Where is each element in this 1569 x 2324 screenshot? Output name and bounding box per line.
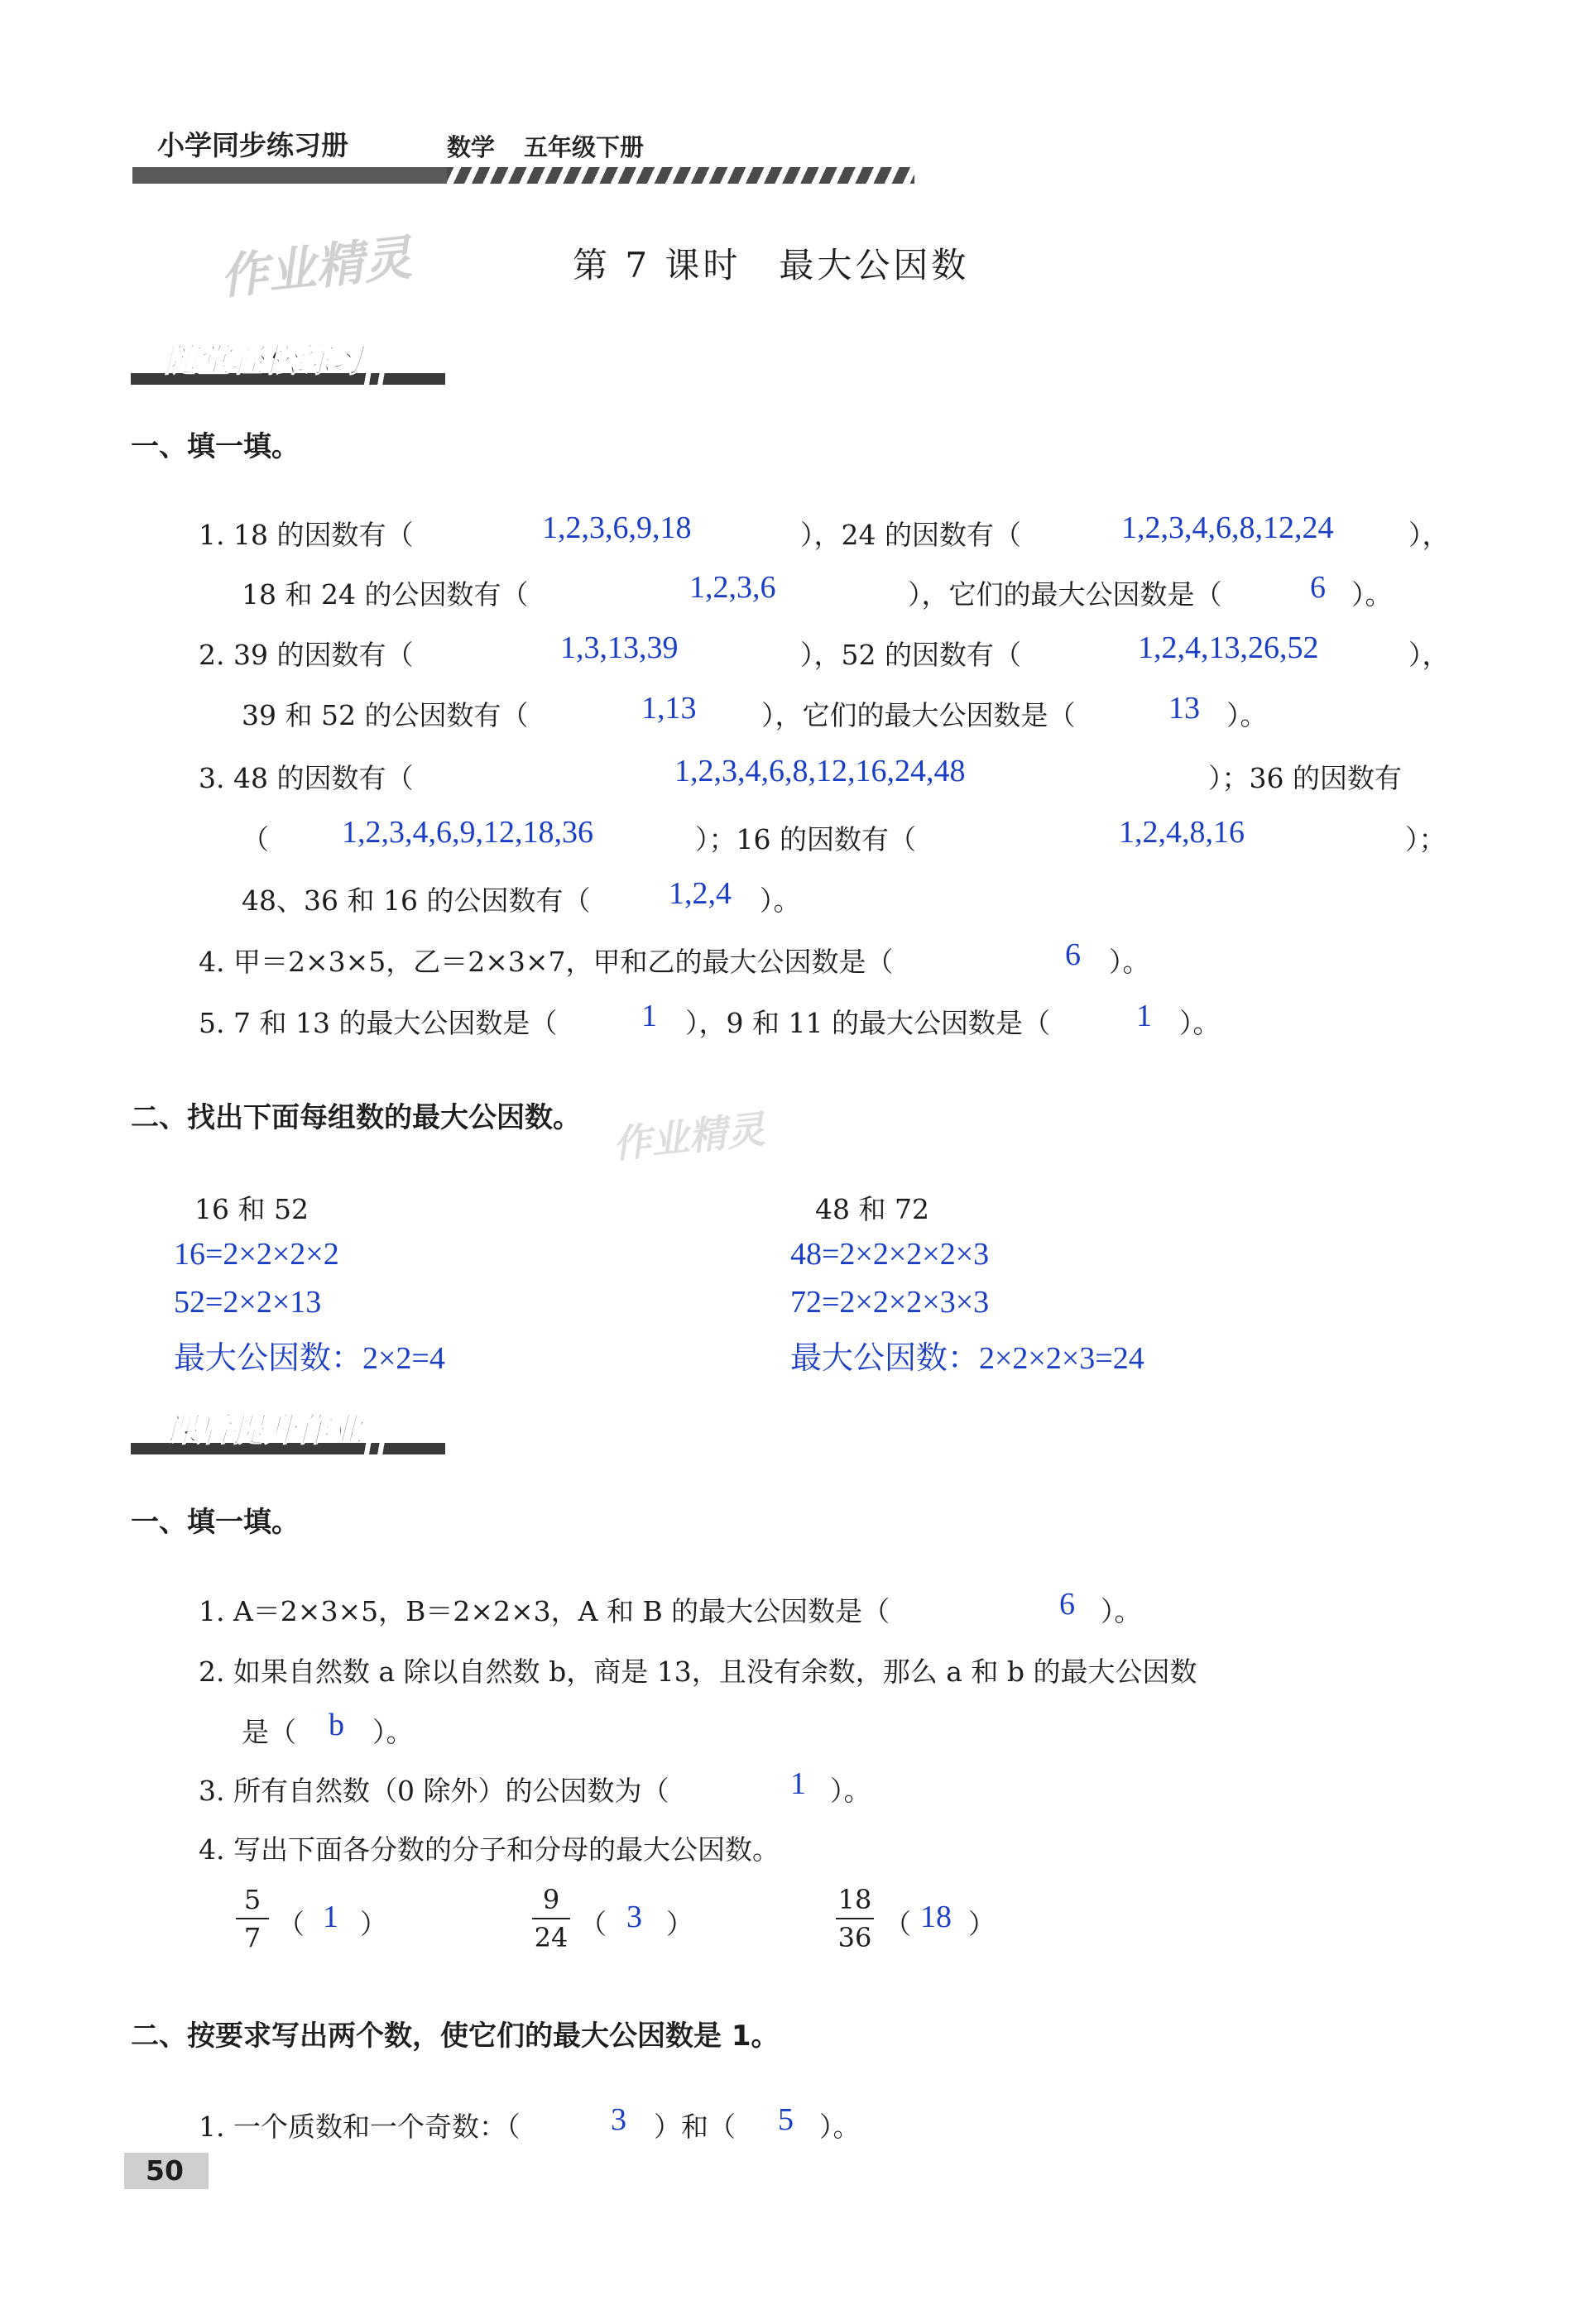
s1q3-answer-1: 1,2,3,4,6,8,12,16,24,48 (674, 754, 966, 788)
s1q1-text-2b: ），它们的最大公因数是（ (908, 578, 1222, 611)
s1q3-text-1b: ）；36 的因数有 (1208, 762, 1402, 794)
s1q3-text-3a: 48、36 和 16 的公因数有（ (242, 884, 591, 917)
s1q5-end: ）。 (1179, 1007, 1221, 1039)
s1p2-right-line-1: 48=2×2×2×2×3 (790, 1237, 990, 1272)
fraction-1-denominator: 7 (243, 1922, 262, 1953)
section-banner-2 (131, 1405, 445, 1454)
book-title: 小学同步练习册 (157, 129, 348, 161)
fraction-2-numerator: 9 (542, 1884, 560, 1915)
s2q3-text: 3. 所有自然数（0 除外）的公因数为（ (199, 1775, 669, 1807)
s1p2-left-line-3: 最大公因数：2×2=4 (174, 1341, 445, 1376)
s1q1-text-2c: ）。 (1351, 578, 1393, 611)
s1p2-right-line-3: 最大公因数：2×2×2×3=24 (790, 1341, 1144, 1376)
s2q2-line-1: 2. 如果自然数 a 除以自然数 b，商是 13，且没有余数，那么 a 和 b 的最大公因数 (199, 1656, 1197, 1688)
s1q3-text-1a: 3. 48 的因数有（ (199, 762, 414, 794)
s1p2-left-label: 16 和 52 (194, 1193, 309, 1225)
s1q2-text-1c: ）， (1408, 639, 1450, 671)
s1-part1-heading: 一、填一填。 (131, 430, 300, 463)
s1q1-answer-3: 1,2,3,6 (689, 570, 776, 605)
s1q2-text-1b: ），52 的因数有（ (800, 639, 1021, 671)
fraction-1-close: ） (360, 1908, 387, 1940)
s1q5-answer-2: 1 (1136, 999, 1152, 1033)
s1q3-answer-4: 1,2,4 (669, 876, 732, 911)
s1q2-text-1a: 2. 39 的因数有（ (199, 639, 414, 671)
watermark-2: 作业精灵 (610, 1106, 767, 1167)
s1q4-text: 4. 甲＝2×3×5，乙＝2×3×7，甲和乙的最大公因数是（ (199, 946, 894, 978)
s1q3-text-2c: ）； (1405, 823, 1447, 855)
fraction-3-close: ） (968, 1908, 996, 1940)
fraction-2 (532, 1883, 570, 1954)
fraction-3-numerator: 18 (837, 1884, 872, 1915)
s2q2-line-2a: 是（ (242, 1716, 296, 1748)
s1q4-answer: 6 (1065, 937, 1081, 972)
fraction-2-answer: 3 (626, 1900, 642, 1934)
s2p2q1-text: 1. 一个质数和一个奇数：（ (199, 2111, 521, 2143)
fraction-1 (236, 1883, 269, 1954)
s1q1-text-1c: ）， (1408, 519, 1450, 551)
grade-label: 五年级下册 (524, 133, 645, 161)
s2q1-end: ）。 (1101, 1595, 1142, 1627)
fraction-1-open: （ (277, 1908, 305, 1940)
s2q3-answer: 1 (790, 1766, 806, 1801)
s1q2-answer-1: 1,3,13,39 (560, 630, 679, 665)
s1q3-answer-2: 1,2,3,4,6,9,12,18,36 (342, 815, 593, 850)
s2q4-text: 4. 写出下面各分数的分子和分母的最大公因数。 (199, 1833, 780, 1866)
fraction-3-answer: 18 (920, 1900, 952, 1934)
fraction-2-open: （ (579, 1908, 607, 1940)
s1q2-text-2b: ），它们的最大公因数是（ (761, 699, 1076, 731)
fraction-2-denominator: 24 (534, 1922, 569, 1953)
s1q3-text-2a: （ (242, 823, 269, 855)
s2q1-text: 1. A＝2×3×5，B＝2×2×3，A 和 B 的最大公因数是（ (199, 1595, 890, 1627)
s1q2-text-2c: ）。 (1226, 699, 1268, 731)
subject-label: 数学 (447, 133, 496, 161)
section-banner-1-text: 随堂轻松练习 (164, 342, 362, 380)
s1p2-right-line-2: 72=2×2×2×3×3 (790, 1285, 990, 1320)
s1q1-answer-2: 1,2,3,4,6,8,12,24 (1121, 510, 1334, 545)
s1q2-answer-3: 1,13 (641, 691, 697, 726)
s1p2-left-line-1: 16=2×2×2×2 (174, 1237, 339, 1272)
fraction-3-open: （ (884, 1908, 911, 1940)
s1q3-text-2b: ）；16 的因数有（ (695, 823, 916, 855)
s2q2-answer: b (329, 1708, 344, 1742)
s1q1-answer-1: 1,2,3,6,9,18 (542, 510, 692, 545)
section-banner-2-text: 课后提升作业 (164, 1411, 362, 1450)
page-number: 50 (124, 2153, 209, 2189)
s2-part2-heading: 二、按要求写出两个数，使它们的最大公因数是 1。 (131, 2020, 780, 2053)
s1q1-text-2a: 18 和 24 的公因数有（ (242, 578, 529, 611)
fraction-3-denominator: 36 (837, 1922, 872, 1953)
lesson-title: 第 7 课时 最大公因数 (573, 245, 970, 285)
s1q3-text-3b: ）。 (760, 884, 801, 917)
s1q1-text-1a: 1. 18 的因数有（ (199, 519, 414, 551)
s1q5-answer-1: 1 (641, 999, 657, 1033)
s1-part2-heading: 二、找出下面每组数的最大公因数。 (131, 1101, 581, 1134)
s2q3-end: ）。 (830, 1775, 871, 1807)
s1q2-answer-2: 1,2,4,13,26,52 (1138, 630, 1319, 665)
fraction-1-numerator: 5 (243, 1884, 262, 1915)
section-banner-1 (131, 335, 445, 385)
s1q2-text-2a: 39 和 52 的公因数有（ (242, 699, 529, 731)
s2q2-line-2b: ）。 (372, 1716, 414, 1748)
s2p2q1-mid: ）和（ (654, 2111, 736, 2143)
header-stripe-solid (132, 167, 447, 184)
s1q1-answer-4: 6 (1310, 570, 1326, 605)
s2q1-answer: 6 (1059, 1587, 1075, 1622)
s1q2-answer-4: 13 (1168, 691, 1200, 726)
s1p2-right-label: 48 和 72 (815, 1193, 929, 1225)
fraction-1-answer: 1 (323, 1900, 338, 1934)
watermark: 作业精灵 (217, 229, 415, 305)
s1q5-text-2: ），9 和 11 的最大公因数是（ (685, 1007, 1050, 1039)
s1q1-text-1b: ），24 的因数有（ (800, 519, 1021, 551)
fraction-2-close: ） (666, 1908, 693, 1940)
s1q5-text-1: 5. 7 和 13 的最大公因数是（ (199, 1007, 558, 1039)
s1q4-end: ）。 (1109, 946, 1150, 978)
s2p2q1-answer-1: 3 (611, 2102, 626, 2137)
s1q3-answer-3: 1,2,4,8,16 (1119, 815, 1245, 850)
s2p2q1-end: ）。 (819, 2111, 861, 2143)
s1p2-left-line-2: 52=2×2×13 (174, 1285, 322, 1320)
s2p2q1-answer-2: 5 (778, 2102, 794, 2137)
fraction-3 (836, 1883, 874, 1954)
s2-part1-heading: 一、填一填。 (131, 1506, 300, 1539)
